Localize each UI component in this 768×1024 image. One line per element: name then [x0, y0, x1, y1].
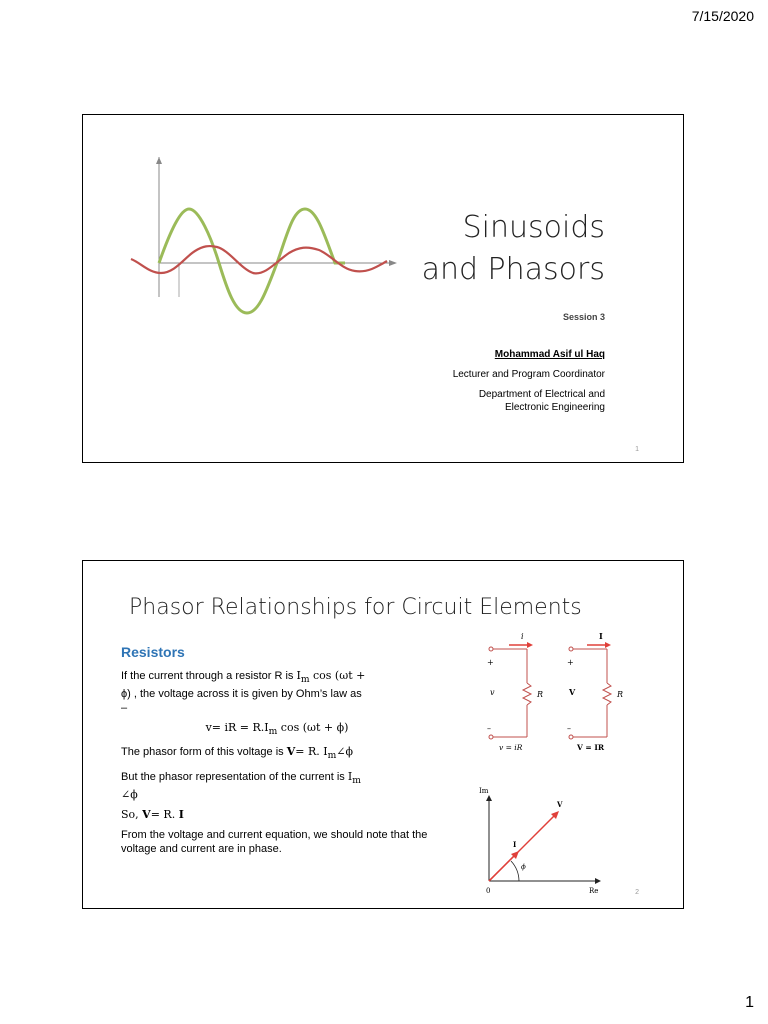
title-line-2: and Phasors — [421, 252, 605, 287]
svg-text:V: V — [557, 800, 563, 809]
paragraph-ohms-law: If the current through a resistor R is $I_m$ cos (ωt + ϕ) , the voltage across it is given by Ohm’s law as – — [121, 669, 366, 715]
svg-text:+: + — [487, 658, 494, 667]
current-arrow-icon — [527, 642, 533, 648]
current-label-I: I — [599, 631, 603, 641]
author-name: Mohammad Asif ul Haq — [494, 349, 605, 360]
svg-text:V = IR: V = IR — [577, 743, 605, 752]
svg-text:V: V — [569, 687, 576, 697]
author-role: Lecturer and Program Coordinator — [452, 369, 605, 380]
slide-title: Phasor Relationships for Circuit Elements — [129, 595, 582, 620]
title-line-1: Sinusoids — [462, 210, 605, 245]
svg-text:Im: Im — [479, 787, 489, 795]
large-sine-wave — [159, 209, 345, 313]
svg-text:I: I — [513, 840, 517, 849]
svg-text:+: + — [567, 658, 574, 667]
phasor-diagram — [477, 783, 607, 901]
re-axis-arrow-icon — [595, 878, 601, 884]
section-heading: Resistors — [121, 644, 185, 660]
slide-title — [422, 207, 605, 291]
svg-text:Re: Re — [589, 887, 599, 895]
paragraph-phasor-voltage: The phasor form of this voltage is V= R. $I_m\angle\phi$ — [121, 745, 353, 762]
resistor-icon — [523, 683, 531, 705]
svg-text:R: R — [617, 690, 624, 699]
slide-1 — [82, 114, 684, 463]
svg-text:v: v — [490, 688, 495, 697]
svg-text:0: 0 — [486, 887, 491, 895]
dept-line-1: Department of Electrical and — [478, 389, 605, 400]
resistor-icon — [603, 683, 611, 705]
svg-text:–: – — [487, 724, 491, 733]
paragraph-phasor-current: But the phasor representation of the current is $I_m$ ∠ϕ — [121, 769, 361, 801]
body-text — [121, 669, 433, 862]
page-date: 7/15/2020 — [691, 8, 754, 24]
dept-line-2: Electronic Engineering — [504, 402, 605, 413]
current-label-i: i — [521, 632, 524, 641]
sinusoid-figure — [129, 157, 399, 329]
svg-text:–: – — [567, 724, 571, 733]
svg-text:v = iR: v = iR — [499, 743, 523, 752]
small-sine-wave — [131, 246, 387, 273]
page-number: 1 — [745, 994, 754, 1011]
im-axis-arrow-icon — [486, 795, 492, 801]
current-arrow-icon — [605, 642, 611, 648]
current-phasor — [489, 853, 517, 881]
slide-number: 1 — [635, 446, 639, 453]
slide-2 — [82, 560, 684, 909]
resistor-circuit-figure — [477, 629, 627, 755]
paragraph-in-phase: From the voltage and current equation, we should note that the voltage and current are in phase. — [121, 828, 428, 855]
department — [385, 388, 605, 414]
paragraph-so: So, V= R. I — [121, 807, 184, 821]
voltage-equation: v= iR = $R.I_m$ cos (ωt + ϕ) — [205, 721, 349, 738]
slide-number: 2 — [635, 889, 639, 896]
session-label: Session 3 — [562, 312, 605, 322]
phase-angle-arc — [511, 861, 519, 881]
svg-text:R: R — [537, 690, 544, 699]
svg-text:ϕ: ϕ — [521, 863, 526, 871]
